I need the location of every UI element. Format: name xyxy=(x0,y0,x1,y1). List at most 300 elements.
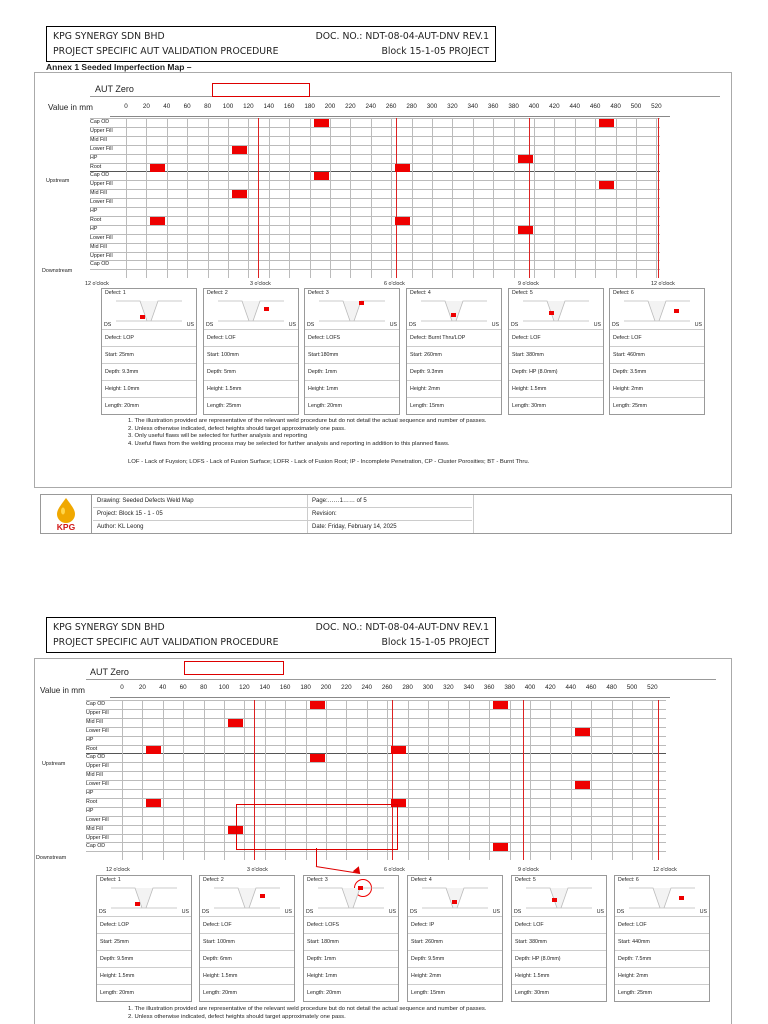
defect-length: Length: 30mm xyxy=(509,397,603,414)
defect-depth: Depth: 9.5mm xyxy=(97,950,191,967)
scale-tick-label: 20 xyxy=(138,684,146,691)
defect-depth: Depth: 1mm xyxy=(304,950,398,967)
grid-column-line xyxy=(489,700,490,860)
clock-label: 12 o'clock xyxy=(106,867,130,873)
defect-details xyxy=(614,916,710,1002)
defect-type: Defect: LOF xyxy=(204,329,298,346)
defect-location-marker xyxy=(452,900,457,904)
row-label: HP xyxy=(86,807,94,814)
defect-start: Start: 440mm xyxy=(615,933,709,950)
row-label: HP xyxy=(90,208,98,214)
defect-type: Defect: LOP xyxy=(102,329,196,346)
page-2 xyxy=(0,600,768,1024)
seeded-flaw-marker xyxy=(232,146,247,154)
aut-zero-line xyxy=(86,679,716,680)
grid-column-line xyxy=(224,700,225,860)
grid-row-line xyxy=(86,709,666,710)
note-item: 1. The illustration provided are representative of the relevant weld procedure but do not detail the actual sequence and number of passes. xyxy=(128,1006,487,1012)
grid-column-line xyxy=(371,118,372,278)
defect-start: Start: 380mm xyxy=(512,933,606,950)
weld-profile-sketch xyxy=(406,288,502,330)
weld-profile-sketch xyxy=(508,288,604,330)
row-label: Lower Fill xyxy=(90,199,113,206)
us-label: US xyxy=(288,322,296,328)
row-label: Cap OD xyxy=(86,754,106,761)
grid-column-line xyxy=(493,118,494,278)
weld-profile-sketch xyxy=(96,875,192,917)
ds-label: DS xyxy=(202,909,210,915)
scale-tick-label: 140 xyxy=(263,103,275,110)
scale-tick-label: 420 xyxy=(545,684,556,691)
clock-label: 3 o'clock xyxy=(247,867,268,873)
defect-type: Defect: LOP xyxy=(97,916,191,933)
scale-line xyxy=(110,697,670,698)
title-block xyxy=(40,494,732,534)
note-item: 2. Unless otherwise indicated, defect heights should target approximately one pass. xyxy=(128,425,346,432)
seeded-flaw-marker xyxy=(150,164,165,172)
ds-label: DS xyxy=(206,322,214,328)
seeded-flaw-marker xyxy=(146,799,161,807)
defect-depth: Depth: 9.3mm xyxy=(102,363,196,380)
weld-bevel-icon xyxy=(524,884,594,910)
title-block-divider xyxy=(473,495,474,533)
defect-start: Start: 25mm xyxy=(102,346,196,363)
scale-tick-label: 220 xyxy=(345,103,356,110)
weld-bevel-icon xyxy=(521,297,591,323)
defect-number: Defect: 6 xyxy=(613,290,634,296)
grid-column-line xyxy=(554,118,555,278)
grid-column-line xyxy=(146,118,147,278)
defect-start: Start: 100mm xyxy=(204,346,298,363)
grid-column-line xyxy=(391,118,392,278)
grid-column-line xyxy=(550,700,551,860)
row-label: Lower Fill xyxy=(90,234,113,241)
seeded-flaw-marker xyxy=(575,781,590,789)
us-label: US xyxy=(596,909,604,915)
scale-tick-label: 260 xyxy=(381,684,393,691)
mm-scale xyxy=(0,684,768,696)
defect-start: Start: 100mm xyxy=(200,933,294,950)
defect-location-marker xyxy=(264,307,269,311)
defect-number: Defect: 3 xyxy=(307,877,328,883)
defect-length: Length: 25mm xyxy=(615,984,709,1001)
row-label: Root xyxy=(86,745,98,752)
grid-column-line xyxy=(510,700,511,860)
us-label: US xyxy=(389,322,397,328)
scale-tick-label: 500 xyxy=(630,103,642,110)
defect-depth: Depth: 3.5mm xyxy=(610,363,704,380)
document-header xyxy=(46,617,496,653)
scale-tick-label: 520 xyxy=(647,684,658,691)
row-label: Mid Fill xyxy=(90,243,107,250)
defect-depth: Depth: HP (8.0mm) xyxy=(509,363,603,380)
grid-column-line xyxy=(187,118,188,278)
project-name: Block 15-1-05 PROJECT xyxy=(381,46,489,57)
weld-bevel-icon xyxy=(212,884,282,910)
svg-text:KPG: KPG xyxy=(56,522,76,532)
defect-location-marker xyxy=(140,315,145,319)
scale-tick-label: 240 xyxy=(361,684,373,691)
weld-bevel-icon xyxy=(216,297,286,323)
author-field: Author: KL Leong xyxy=(97,524,144,530)
us-label: US xyxy=(699,909,707,915)
scale-line xyxy=(110,116,670,117)
grid-column-line xyxy=(122,700,123,860)
row-label: Root xyxy=(90,216,102,223)
grid-column-line xyxy=(350,118,351,278)
grid-column-line xyxy=(616,118,617,278)
clock-position-line xyxy=(658,700,659,860)
defect-location-marker xyxy=(549,311,554,315)
row-label: Cap OD xyxy=(90,172,110,179)
drawing-field: Drawing: Seeded Defects Weld Map xyxy=(93,495,307,508)
seeded-flaw-marker xyxy=(150,217,165,225)
document-header xyxy=(46,26,496,62)
seeded-flaw-marker xyxy=(310,701,325,709)
scale-tick-label: 360 xyxy=(483,684,495,691)
us-label: US xyxy=(284,909,292,915)
defect-details xyxy=(203,329,299,415)
downstream-label: Downstream xyxy=(36,855,67,861)
weld-profile-sketch xyxy=(609,288,705,330)
grid-column-line xyxy=(591,700,592,860)
seeded-flaw-marker xyxy=(493,843,508,851)
seeded-flaw-marker xyxy=(314,172,329,180)
defect-depth: Depth: HP (8.0mm) xyxy=(512,950,606,967)
weld-bevel-icon xyxy=(317,297,387,323)
defect-height: Height: 2mm xyxy=(407,380,501,397)
callout-arrow-line xyxy=(316,848,317,866)
scale-tick-label: 280 xyxy=(402,684,413,691)
defect-height: Height: 1.5mm xyxy=(200,967,294,984)
scale-tick-label: 480 xyxy=(610,103,621,110)
weld-bevel-icon xyxy=(420,884,490,910)
defect-details xyxy=(407,916,503,1002)
scale-tick-label: 480 xyxy=(606,684,617,691)
downstream-label: Downstream xyxy=(42,268,73,274)
ds-label: DS xyxy=(514,909,522,915)
us-label: US xyxy=(593,322,601,328)
mm-scale xyxy=(0,103,768,115)
scale-tick-label: 80 xyxy=(200,684,208,691)
defect-number: Defect: 5 xyxy=(515,877,536,883)
notes xyxy=(128,418,486,448)
defect-start: Start: 260mm xyxy=(407,346,501,363)
scale-tick-label: 400 xyxy=(524,684,536,691)
upstream-label: Upstream xyxy=(42,761,66,767)
grid-column-line xyxy=(269,118,270,278)
doc-number: DOC. NO.: NDT-08-04-AUT-DNV REV.1 xyxy=(315,622,489,633)
clock-position-line xyxy=(529,118,530,278)
grid-column-line xyxy=(452,118,453,278)
weld-bevel-icon xyxy=(419,297,489,323)
weld-bevel-icon xyxy=(109,884,179,910)
scale-tick-label: 40 xyxy=(159,684,167,691)
defect-details xyxy=(406,329,502,415)
row-label: Upper Fill xyxy=(86,709,109,716)
value-in-mm-label: Value in mm xyxy=(48,103,93,112)
defect-length: Length: 20mm xyxy=(304,984,398,1001)
grid-column-line xyxy=(412,118,413,278)
defect-height: Height: 2mm xyxy=(610,380,704,397)
grid-column-line xyxy=(142,700,143,860)
row-label: Root xyxy=(86,798,98,805)
grid-column-line xyxy=(571,700,572,860)
defect-length: Length: 30mm xyxy=(512,984,606,1001)
ds-label: DS xyxy=(409,322,417,328)
scale-tick-label: 60 xyxy=(183,103,191,110)
section-separator xyxy=(86,753,666,754)
scale-tick-label: 320 xyxy=(447,103,458,110)
weld-profile-sketch xyxy=(199,875,295,917)
scale-tick-label: 100 xyxy=(218,684,230,691)
seeded-flaw-marker xyxy=(310,754,325,762)
scale-tick-label: 200 xyxy=(320,684,332,691)
defect-length: Length: 15mm xyxy=(407,397,501,414)
us-label: US xyxy=(491,322,499,328)
grid-column-line xyxy=(448,700,449,860)
seeded-flaw-marker xyxy=(518,226,533,234)
ds-label: DS xyxy=(307,322,315,328)
defect-location-marker xyxy=(135,902,140,906)
row-label: Cap OD xyxy=(90,261,110,268)
row-label: Mid Fill xyxy=(86,825,103,832)
grid-column-line xyxy=(126,118,127,278)
scale-tick-label: 260 xyxy=(385,103,397,110)
procedure-title: PROJECT SPECIFIC AUT VALIDATION PROCEDURE xyxy=(53,46,279,57)
defect-location-marker xyxy=(260,894,265,898)
grid-column-line xyxy=(575,118,576,278)
us-label: US xyxy=(181,909,189,915)
grid-column-line xyxy=(167,118,168,278)
seeded-flaw-marker xyxy=(314,119,329,127)
defect-length: Length: 25mm xyxy=(204,397,298,414)
scale-tick-label: 440 xyxy=(569,103,581,110)
clock-position-line xyxy=(658,118,659,278)
us-label: US xyxy=(186,322,194,328)
row-label: Lower Fill xyxy=(86,781,109,788)
defect-type: Defect: LOF xyxy=(509,329,603,346)
grid-column-line xyxy=(534,118,535,278)
us-label: US xyxy=(492,909,500,915)
us-label: US xyxy=(388,909,396,915)
defect-length: Length: 25mm xyxy=(610,397,704,414)
seeded-flaw-marker xyxy=(228,719,243,727)
weld-map-grid xyxy=(90,118,660,278)
kpg-logo xyxy=(41,495,92,533)
scale-tick-label: 380 xyxy=(504,684,515,691)
defect-depth: Depth: 7.5mm xyxy=(615,950,709,967)
defect-details xyxy=(304,329,400,415)
weld-profile-sketch xyxy=(203,288,299,330)
notes xyxy=(128,1006,486,1021)
defect-depth: Depth: 9.3mm xyxy=(407,363,501,380)
clock-position-line xyxy=(258,118,259,278)
grid-column-line xyxy=(289,118,290,278)
grid-column-line xyxy=(310,118,311,278)
ds-label: DS xyxy=(511,322,519,328)
row-label: Lower Fill xyxy=(86,727,109,734)
company-name: KPG SYNERGY SDN BHD xyxy=(53,622,165,633)
defect-height: Height: 1.5mm xyxy=(512,967,606,984)
annex-title: Annex 1 Seeded Imperfection Map – xyxy=(46,62,192,72)
clock-label: 9 o'clock xyxy=(518,867,539,873)
scale-tick-label: 40 xyxy=(163,103,171,110)
grid-column-line xyxy=(208,118,209,278)
defect-type: Defect: Burnt Thru/LOP xyxy=(407,329,501,346)
defect-details xyxy=(508,329,604,415)
scale-tick-label: 160 xyxy=(283,103,295,110)
grid-column-line xyxy=(595,118,596,278)
weld-profile-sketch xyxy=(614,875,710,917)
defect-number: Defect: 1 xyxy=(100,877,121,883)
defect-number: Defect: 4 xyxy=(411,877,432,883)
scale-tick-label: 340 xyxy=(463,684,475,691)
grid-row-line xyxy=(86,798,666,799)
defect-type: Defect: LOF xyxy=(512,916,606,933)
ds-label: DS xyxy=(410,909,418,915)
defect-depth: Depth: 5mm xyxy=(204,363,298,380)
scale-tick-label: 20 xyxy=(142,103,150,110)
ds-label: DS xyxy=(612,322,620,328)
seeded-flaw-marker xyxy=(518,155,533,163)
defect-details xyxy=(303,916,399,1002)
seeded-flaw-marker xyxy=(232,190,247,198)
note-item: 2. Unless otherwise indicated, defect heights should target approximately one pass. xyxy=(128,1013,346,1020)
scale-tick-label: 320 xyxy=(443,684,454,691)
clock-label: 3 o'clock xyxy=(250,281,271,287)
us-label: US xyxy=(694,322,702,328)
defect-height: Height: 1mm xyxy=(305,380,399,397)
scale-tick-label: 0 xyxy=(120,684,124,691)
clock-position-line xyxy=(523,700,524,860)
value-in-mm-label: Value in mm xyxy=(40,686,85,695)
scale-tick-label: 340 xyxy=(467,103,479,110)
grid-row-line xyxy=(86,762,666,763)
grid-column-line xyxy=(183,700,184,860)
row-label: Cap OD xyxy=(86,701,106,707)
defect-start: Start:180mm xyxy=(305,346,399,363)
defect-start: Start: 180mm xyxy=(304,933,398,950)
scale-tick-label: 100 xyxy=(222,103,234,110)
defect-number: Defect: 1 xyxy=(105,290,126,296)
defect-start: Start: 380mm xyxy=(509,346,603,363)
defect-details xyxy=(199,916,295,1002)
grid-column-line xyxy=(473,118,474,278)
row-label: Upper Fill xyxy=(90,252,113,259)
weld-profile-sketch xyxy=(407,875,503,917)
scale-tick-label: 460 xyxy=(589,103,601,110)
date-field: Date: Friday, February 14, 2025 xyxy=(307,521,472,533)
row-label: Upper Fill xyxy=(86,763,109,770)
grid-column-line xyxy=(652,700,653,860)
callout-highlight-box xyxy=(236,804,398,850)
seeded-flaw-marker xyxy=(391,746,406,754)
defect-details xyxy=(609,329,705,415)
clock-label: 12 o'clock xyxy=(651,281,675,287)
weld-bevel-icon xyxy=(627,884,697,910)
defect-location-marker xyxy=(359,301,364,305)
defect-location-marker xyxy=(358,886,363,890)
defect-location-marker xyxy=(679,896,684,900)
row-label: Mid Fill xyxy=(86,772,103,779)
defect-location-marker xyxy=(552,898,557,902)
scale-tick-label: 500 xyxy=(626,684,638,691)
defect-details xyxy=(96,916,192,1002)
scale-tick-label: 240 xyxy=(365,103,377,110)
defect-height: Height: 1mm xyxy=(304,967,398,984)
row-label: Cap OD xyxy=(86,843,106,850)
grid-column-line xyxy=(514,118,515,278)
scale-tick-label: 380 xyxy=(508,103,519,110)
title-placeholder-box xyxy=(212,83,310,97)
grid-row-line xyxy=(86,736,666,737)
defect-height: Height: 1.5mm xyxy=(204,380,298,397)
seeded-flaw-marker xyxy=(395,217,410,225)
company-name: KPG SYNERGY SDN BHD xyxy=(53,31,165,42)
scale-tick-label: 460 xyxy=(585,684,597,691)
defect-number: Defect: 3 xyxy=(308,290,329,296)
weld-profile-sketch xyxy=(303,875,399,917)
scale-tick-label: 360 xyxy=(487,103,499,110)
defect-depth: Depth: 6mm xyxy=(200,950,294,967)
row-label: HP xyxy=(90,225,98,232)
clock-label: 6 o'clock xyxy=(384,867,405,873)
grid-column-line xyxy=(163,700,164,860)
defect-height: Height: 1.5mm xyxy=(97,967,191,984)
scale-tick-label: 140 xyxy=(259,684,271,691)
row-label: Mid Fill xyxy=(86,718,103,725)
clock-label: 12 o'clock xyxy=(85,281,109,287)
row-label: Upper Fill xyxy=(90,181,113,188)
seeded-flaw-marker xyxy=(395,164,410,172)
grid-row-line xyxy=(86,851,666,852)
defect-height: Height: 2mm xyxy=(615,967,709,984)
scale-tick-label: 300 xyxy=(426,103,438,110)
clock-label: 6 o'clock xyxy=(384,281,405,287)
weld-bevel-icon xyxy=(622,297,692,323)
defect-type: Defect: LOF xyxy=(200,916,294,933)
ds-label: DS xyxy=(99,909,107,915)
title-placeholder-box xyxy=(184,661,284,675)
row-label: HP xyxy=(86,790,94,796)
grid-column-line xyxy=(248,118,249,278)
weld-profile-sketch xyxy=(101,288,197,330)
scale-tick-label: 420 xyxy=(549,103,560,110)
scale-tick-label: 80 xyxy=(204,103,212,110)
grid-column-line xyxy=(469,700,470,860)
weld-profile-sketch xyxy=(304,288,400,330)
defect-depth: Depth: 1mm xyxy=(305,363,399,380)
defect-details xyxy=(511,916,607,1002)
weld-bevel-icon xyxy=(316,884,386,910)
row-label: Lower Fill xyxy=(86,816,109,823)
row-label: HP xyxy=(90,154,98,161)
defect-start: Start: 460mm xyxy=(610,346,704,363)
scale-tick-label: 280 xyxy=(406,103,417,110)
ds-label: DS xyxy=(104,322,112,328)
grid-column-line xyxy=(428,700,429,860)
row-label: HP xyxy=(86,736,94,743)
scale-tick-label: 300 xyxy=(422,684,434,691)
scale-tick-label: 120 xyxy=(239,684,250,691)
seeded-flaw-marker xyxy=(599,181,614,189)
scale-tick-label: 180 xyxy=(304,103,315,110)
scale-tick-label: 0 xyxy=(124,103,128,110)
row-label: Mid Fill xyxy=(90,190,107,197)
project-name: Block 15-1-05 PROJECT xyxy=(381,637,489,648)
scale-tick-label: 180 xyxy=(300,684,311,691)
